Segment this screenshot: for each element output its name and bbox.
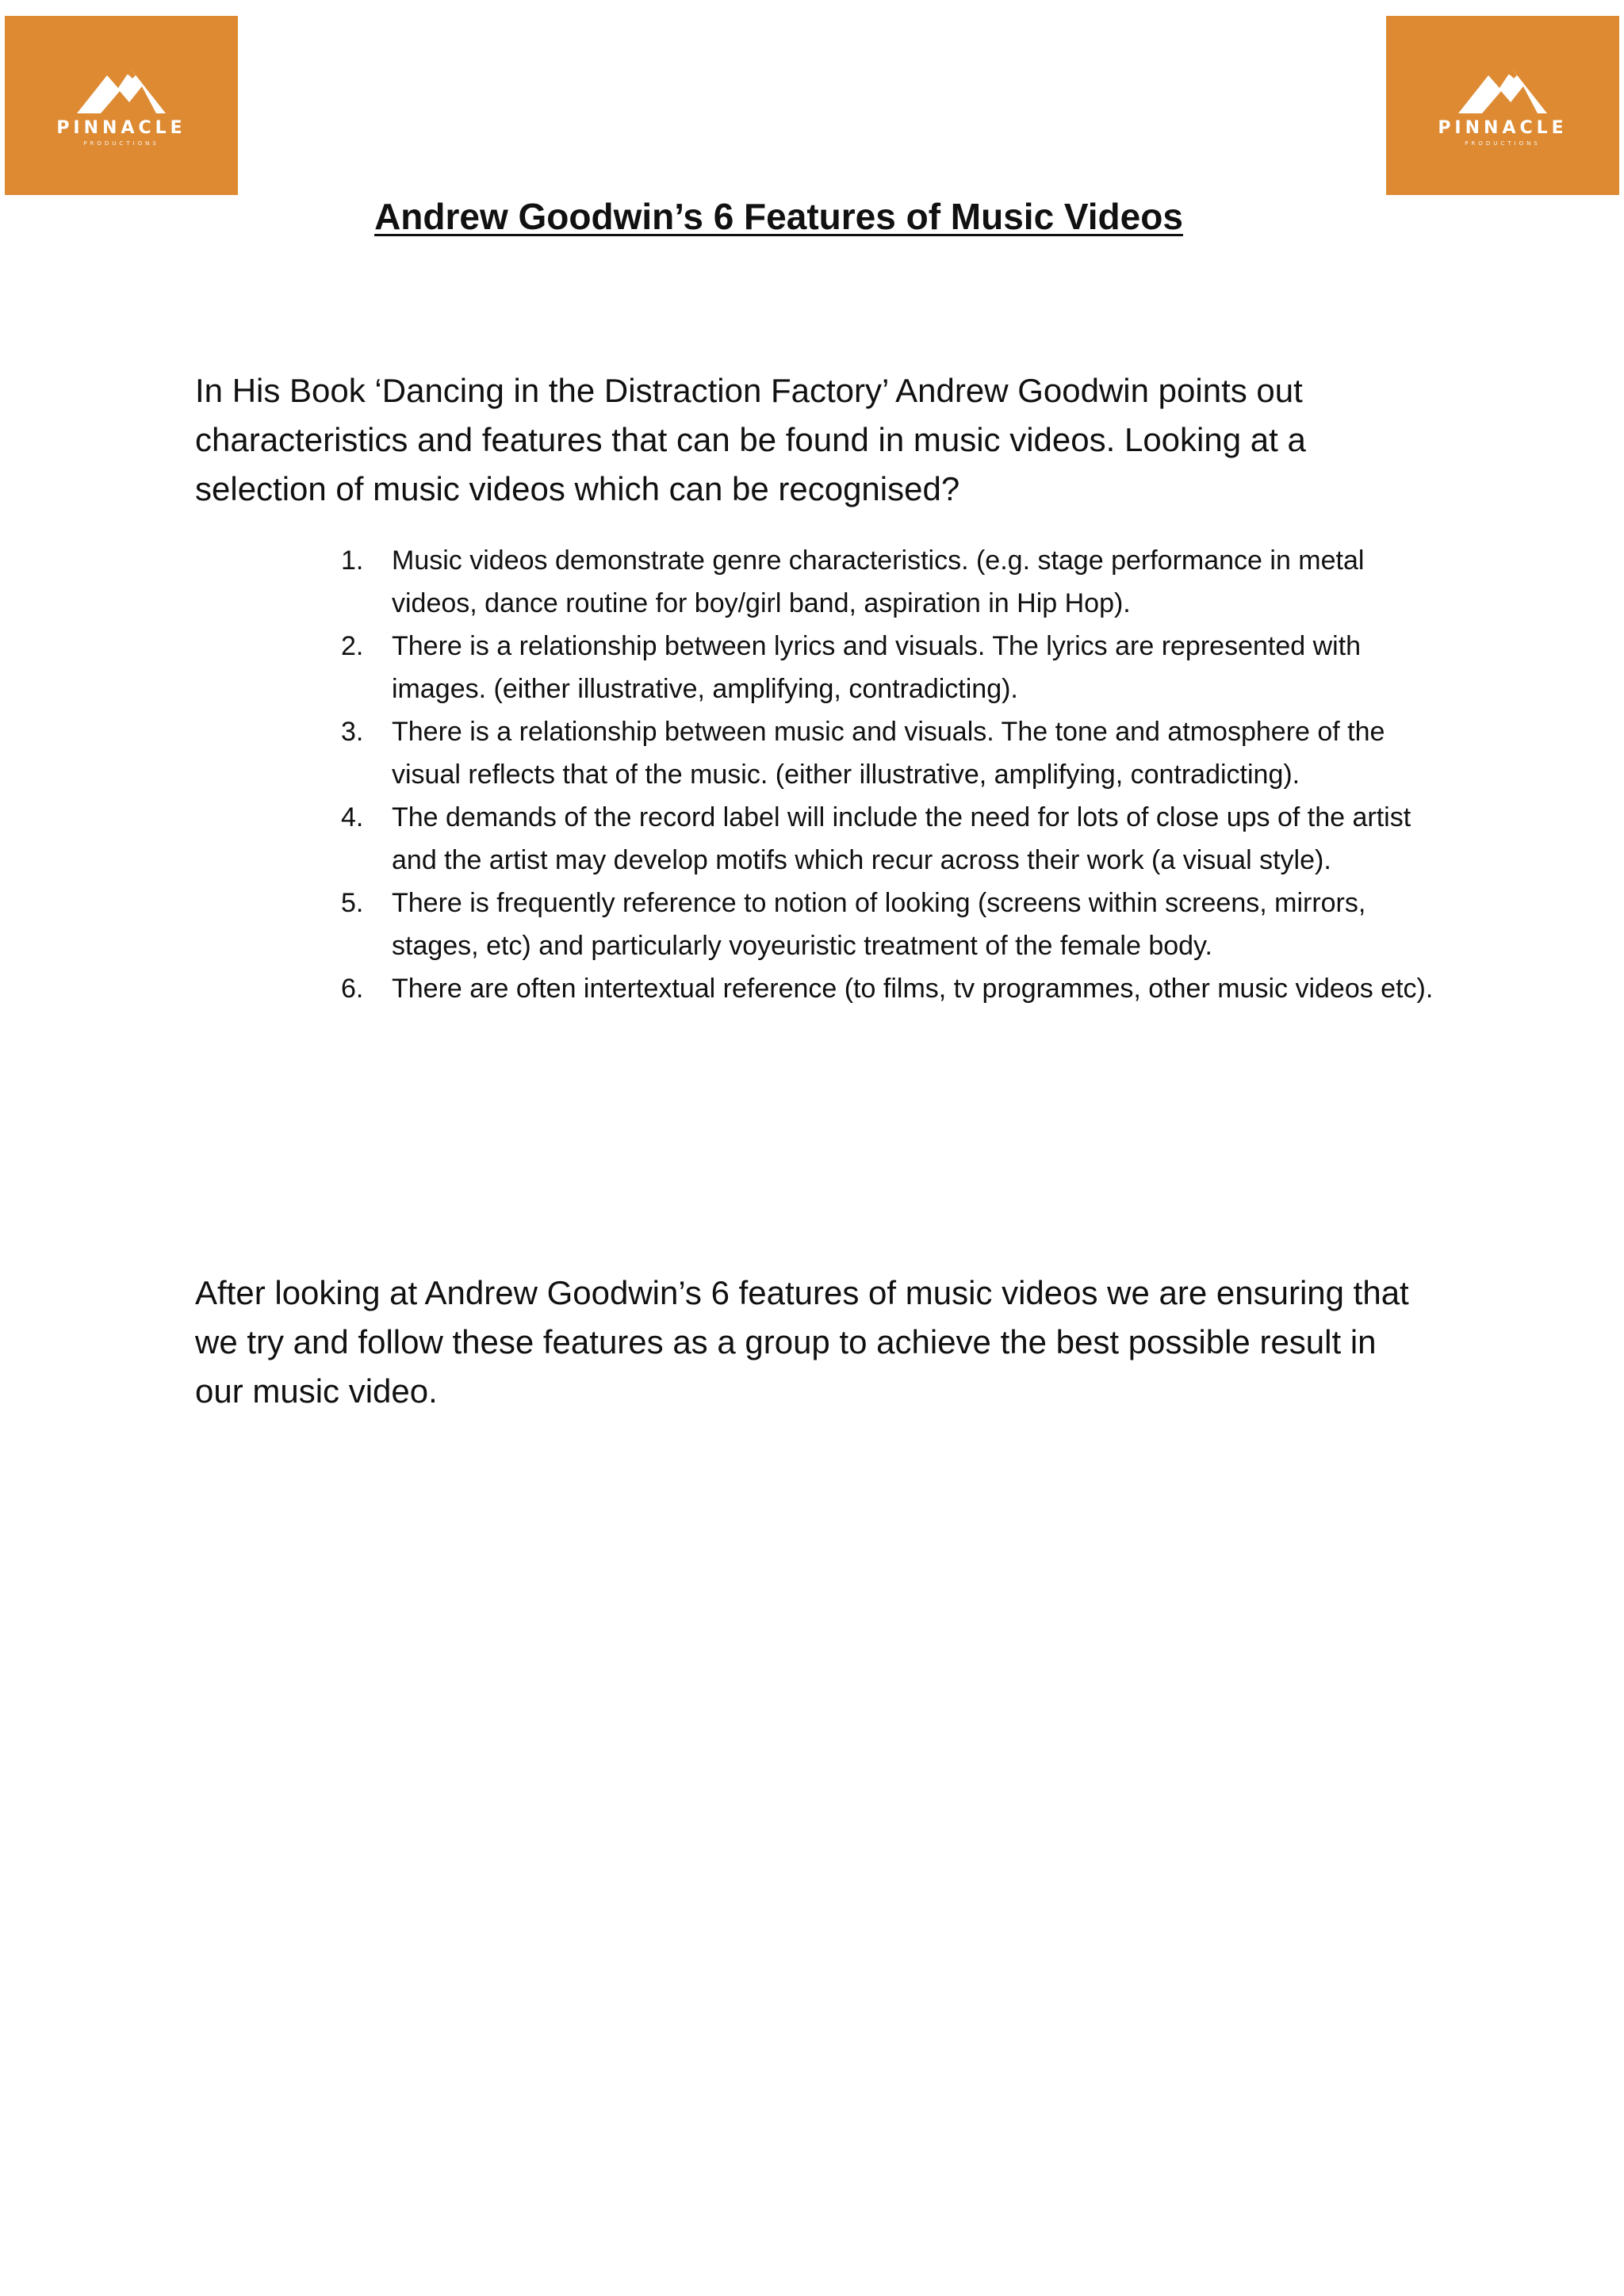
features-list bbox=[341, 539, 1435, 1010]
list-item bbox=[341, 882, 1435, 967]
list-item-text: The demands of the record label will include the need for lots of close ups of the artist and the artist may develop motifs which recur across their work (a visual style). bbox=[392, 802, 1411, 875]
list-item-number: 6. bbox=[341, 974, 364, 1004]
list-item-number: 5. bbox=[341, 888, 364, 918]
list-item-number: 1. bbox=[341, 545, 364, 576]
list-item bbox=[341, 625, 1435, 710]
list-item-text: There is a relationship between lyrics and visuals. The lyrics are represented with images. (either illustrative, amplifying, contradicting). bbox=[392, 631, 1362, 704]
list-item bbox=[341, 539, 1435, 625]
page-title: Andrew Goodwin’s 6 Features of Music Videos bbox=[374, 196, 1183, 237]
list-item-text: There are often intertextual reference (to films, tv programmes, other music videos etc). bbox=[392, 974, 1434, 1004]
logo-name: PINNACLE bbox=[56, 118, 186, 138]
list-item-number: 4. bbox=[341, 802, 364, 832]
logo-subtitle: PRODUCTIONS bbox=[1465, 140, 1541, 147]
list-item bbox=[341, 796, 1435, 882]
intro-paragraph: In His Book ‘Dancing in the Distraction Factory’ Andrew Goodwin points out characteristics and features that can be found in music videos. Looking at a selection of music videos which can be recognised? bbox=[195, 372, 1306, 507]
list-item-text: Music videos demonstrate genre characteristics. (e.g. stage performance in metal videos, dance routine for boy/girl band, aspiration in Hip Hop). bbox=[392, 545, 1365, 618]
list-item bbox=[341, 710, 1435, 796]
list-item-number: 2. bbox=[341, 631, 364, 661]
logo-subtitle: PRODUCTIONS bbox=[83, 140, 159, 147]
list-item-text: There is a relationship between music and visuals. The tone and atmosphere of the visual reflects that of the music. (either illustrative, amplifying, contradicting). bbox=[392, 717, 1385, 790]
pinnacle-logo-left bbox=[5, 16, 238, 195]
logo-name: PINNACLE bbox=[1438, 118, 1568, 138]
closing-paragraph: After looking at Andrew Goodwin’s 6 features of music videos we are ensuring that we try and follow these features as a group to achieve the best possible result in our music video. bbox=[195, 1274, 1409, 1410]
mountain-icon bbox=[1455, 64, 1550, 117]
list-item-number: 3. bbox=[341, 717, 364, 747]
list-item bbox=[341, 967, 1435, 1010]
pinnacle-logo-right bbox=[1386, 16, 1619, 195]
mountain-icon bbox=[74, 64, 169, 117]
list-item-text: There is frequently reference to notion of looking (screens within screens, mirrors, stages, etc) and particularly voyeuristic treatment of the female body. bbox=[392, 888, 1366, 961]
